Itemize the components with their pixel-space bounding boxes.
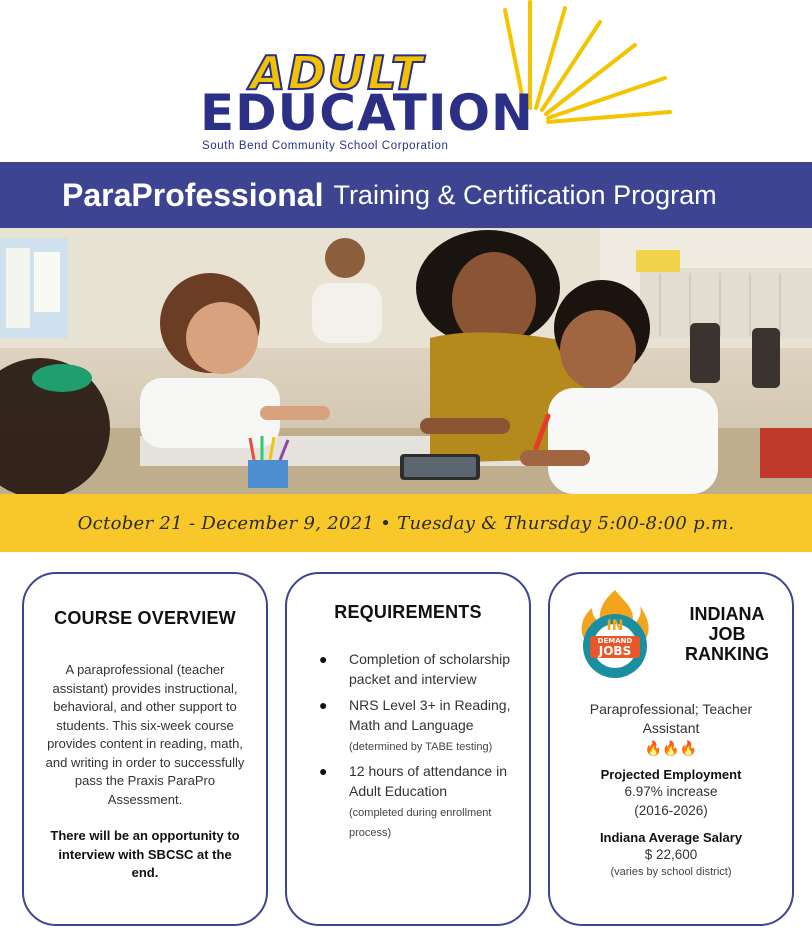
course-overview-card [22,572,268,926]
program-title-band [0,162,812,228]
schedule-band [0,494,812,552]
course-overview-heading: COURSE OVERVIEW [54,608,236,628]
requirements-list [311,649,515,841]
requirement-item [311,761,515,841]
requirement-text: Completion of scholarship packet and interview [349,651,511,687]
average-salary-value: $ 22,600 [644,847,698,862]
logo-subtitle: South Bend Community School Corporation [202,140,449,152]
job-ranking-heading: INDIANA JOB RANKING [685,604,769,664]
bullet-icon: ● [319,763,328,779]
schedule-text: October 21 - December 9, 2021 • Tuesday & Thursday 5:00-8:00 p.m. [77,512,735,534]
logo-header [0,0,812,162]
course-overview-note: There will be an opportunity to interview with SBCSC at the end. [50,828,240,880]
in-demand-jobs-badge-icon [570,586,660,682]
job-ranking-body [550,700,792,880]
requirement-text: NRS Level 3+ in Reading, Math and Language [349,697,511,733]
fire-rating-icon: 🔥🔥🔥 [644,740,698,756]
badge-in-text: IN [606,618,624,634]
requirement-item [311,649,515,689]
projected-employment-value: 6.97% increase [624,784,718,799]
requirements-heading: REQUIREMENTS [334,602,482,622]
bullet-icon: ● [319,697,328,713]
job-ranking-card [548,572,794,926]
course-overview-body: A paraprofessional (teacher assistant) provides instructional, behavioral, and other support to students. This six-week course provides content in reading, math, and writing in order to successfully pass the Praxis ParaPro Assessment. [45,662,245,807]
logo-word-education: EDUCATION [200,84,534,142]
average-salary-note: (varies by school district) [610,866,732,878]
classroom-photo [0,228,812,494]
job-role: Paraprofessional; Teacher Assistant [589,701,753,736]
badge-jobs-text: JOBS [598,644,632,658]
projected-employment-label: Projected Employment [600,767,742,782]
logo-word-adult: ADULT [250,46,425,100]
requirement-note: (completed during enrollment process) [349,807,492,839]
requirement-text: 12 hours of attendance in Adult Education [349,763,508,799]
requirement-item [311,695,515,755]
bullet-icon: ● [319,651,328,667]
program-title-bold: ParaProfessional [62,176,324,213]
badge-demand-text: DEMAND [597,637,633,645]
average-salary-label: Indiana Average Salary [599,830,743,845]
projected-employment-years: (2016-2026) [634,803,708,818]
program-title-light: Training & Certification Program [333,179,717,210]
requirements-card [285,572,531,926]
requirement-note: (determined by TABE testing) [349,741,493,753]
classroom-illustration [0,228,812,494]
